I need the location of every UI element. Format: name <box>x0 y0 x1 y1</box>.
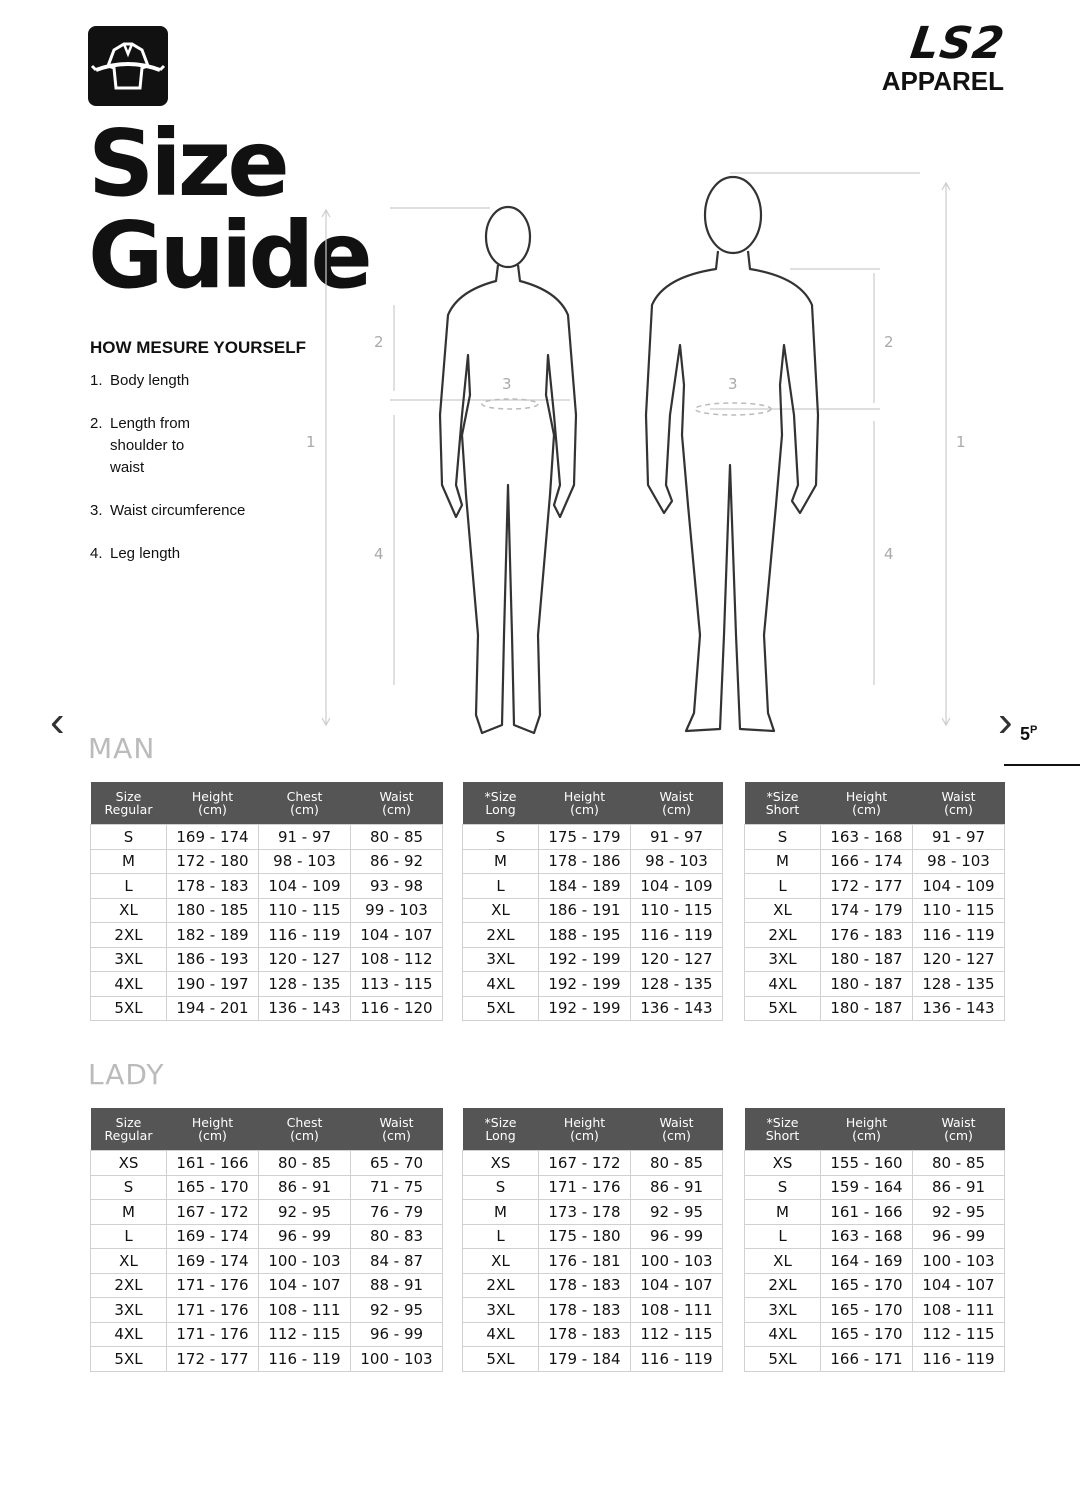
lady-size-table <box>744 1108 1005 1372</box>
table-row <box>745 1224 1005 1249</box>
table-cell: 92 - 95 <box>631 1200 723 1225</box>
table-cell: 84 - 87 <box>351 1249 443 1274</box>
previous-page-button[interactable]: ‹ <box>50 697 65 746</box>
table-cell: 178 - 183 <box>539 1322 631 1347</box>
table-cell: 98 - 103 <box>259 849 351 874</box>
table-cell: 166 - 174 <box>821 849 913 874</box>
table-cell: XL <box>91 1249 167 1274</box>
table-cell: 116 - 119 <box>631 1347 723 1372</box>
column-header: Height (cm) <box>167 782 259 825</box>
table-cell: 110 - 115 <box>259 898 351 923</box>
figure-label: 3 <box>728 375 738 393</box>
column-header: Waist (cm) <box>351 782 443 825</box>
table-row <box>745 923 1005 948</box>
list-item: 4. Leg length <box>90 545 181 562</box>
column-header: Waist (cm) <box>631 1108 723 1151</box>
table-row <box>91 1224 443 1249</box>
table-cell: 112 - 115 <box>913 1322 1005 1347</box>
table-row <box>745 1200 1005 1225</box>
table-cell: 3XL <box>91 947 167 972</box>
table-row <box>91 1151 443 1176</box>
table-row <box>745 874 1005 899</box>
table-cell: 176 - 183 <box>821 923 913 948</box>
table-cell: 165 - 170 <box>821 1273 913 1298</box>
table-row <box>91 947 443 972</box>
table-row <box>463 1298 723 1323</box>
table-cell: 192 - 199 <box>539 947 631 972</box>
table-cell: 176 - 181 <box>539 1249 631 1274</box>
table-cell: 113 - 115 <box>351 972 443 997</box>
table-row <box>463 1224 723 1249</box>
table-cell: 120 - 127 <box>631 947 723 972</box>
table-cell: 4XL <box>463 1322 539 1347</box>
table-cell: 108 - 111 <box>259 1298 351 1323</box>
table-cell: 173 - 178 <box>539 1200 631 1225</box>
table-cell: 136 - 143 <box>913 996 1005 1021</box>
table-cell: S <box>463 825 539 850</box>
table-cell: 128 - 135 <box>631 972 723 997</box>
brand-name: LS2 <box>907 18 1008 69</box>
table-row <box>463 1347 723 1372</box>
figure-label: 4 <box>884 545 894 563</box>
table-cell: XL <box>463 898 539 923</box>
list-item: 3. Waist circumference <box>90 502 246 519</box>
table-cell: 163 - 168 <box>821 1224 913 1249</box>
how-to-heading: HOW MESURE YOURSELF <box>90 338 306 357</box>
table-cell: 96 - 99 <box>913 1224 1005 1249</box>
table-cell: 171 - 176 <box>539 1175 631 1200</box>
table-cell: 172 - 180 <box>167 849 259 874</box>
column-header: Height (cm) <box>821 782 913 825</box>
table-cell: XS <box>91 1151 167 1176</box>
table-cell: 161 - 166 <box>821 1200 913 1225</box>
figure-label: 1 <box>306 433 316 451</box>
table-cell: 2XL <box>463 923 539 948</box>
table-cell: 4XL <box>745 972 821 997</box>
table-cell: 178 - 186 <box>539 849 631 874</box>
man-size-table <box>744 782 1005 1021</box>
table-cell: 80 - 85 <box>259 1151 351 1176</box>
column-header: Waist (cm) <box>913 1108 1005 1151</box>
table-cell: M <box>463 1200 539 1225</box>
column-header: Size Regular <box>91 782 167 825</box>
table-cell: 165 - 170 <box>167 1175 259 1200</box>
table-cell: 5XL <box>745 1347 821 1372</box>
table-header-row <box>463 782 723 825</box>
table-cell: 86 - 91 <box>259 1175 351 1200</box>
table-cell: 116 - 119 <box>913 1347 1005 1372</box>
list-item: 1. Body length <box>90 372 190 389</box>
table-cell: 96 - 99 <box>351 1322 443 1347</box>
column-header: Waist (cm) <box>631 782 723 825</box>
table-cell: 180 - 187 <box>821 947 913 972</box>
table-cell: 92 - 95 <box>259 1200 351 1225</box>
table-cell: 136 - 143 <box>259 996 351 1021</box>
table-cell: 167 - 172 <box>539 1151 631 1176</box>
table-cell: 169 - 174 <box>167 1224 259 1249</box>
table-cell: L <box>91 874 167 899</box>
man-size-table <box>462 782 723 1021</box>
table-row <box>463 1322 723 1347</box>
table-cell: 3XL <box>745 1298 821 1323</box>
table-row <box>745 1151 1005 1176</box>
table-cell: 186 - 191 <box>539 898 631 923</box>
table-cell: S <box>745 1175 821 1200</box>
table-cell: 4XL <box>463 972 539 997</box>
table-cell: 175 - 180 <box>539 1224 631 1249</box>
table-cell: 100 - 103 <box>913 1249 1005 1274</box>
table-cell: 159 - 164 <box>821 1175 913 1200</box>
table-cell: 100 - 103 <box>351 1347 443 1372</box>
table-cell: 186 - 193 <box>167 947 259 972</box>
table-cell: 116 - 119 <box>631 923 723 948</box>
table-row <box>745 996 1005 1021</box>
table-cell: S <box>91 825 167 850</box>
table-cell: S <box>91 1175 167 1200</box>
table-cell: 91 - 97 <box>259 825 351 850</box>
table-cell: 104 - 107 <box>351 923 443 948</box>
table-cell: 4XL <box>745 1322 821 1347</box>
column-header: *Size Long <box>463 782 539 825</box>
table-header-row <box>463 1108 723 1151</box>
table-row <box>745 898 1005 923</box>
table-cell: 172 - 177 <box>821 874 913 899</box>
table-cell: 98 - 103 <box>913 849 1005 874</box>
table-row <box>463 1151 723 1176</box>
table-cell: 71 - 75 <box>351 1175 443 1200</box>
body-figures-illustration <box>290 165 1010 745</box>
table-cell: 116 - 120 <box>351 996 443 1021</box>
table-cell: M <box>91 1200 167 1225</box>
table-cell: L <box>745 1224 821 1249</box>
brand-logo <box>881 18 1008 96</box>
table-row <box>91 1200 443 1225</box>
table-row <box>745 1322 1005 1347</box>
table-cell: 128 - 135 <box>913 972 1005 997</box>
table-row <box>91 923 443 948</box>
page-divider <box>1004 764 1080 766</box>
table-row <box>745 1298 1005 1323</box>
table-cell: 110 - 115 <box>913 898 1005 923</box>
table-cell: L <box>463 874 539 899</box>
column-header: *Size Long <box>463 1108 539 1151</box>
table-cell: XS <box>745 1151 821 1176</box>
table-cell: 92 - 95 <box>351 1298 443 1323</box>
table-cell: 92 - 95 <box>913 1200 1005 1225</box>
table-cell: 3XL <box>463 1298 539 1323</box>
table-cell: 80 - 83 <box>351 1224 443 1249</box>
table-cell: 182 - 189 <box>167 923 259 948</box>
table-cell: L <box>463 1224 539 1249</box>
table-cell: 3XL <box>745 947 821 972</box>
table-cell: 104 - 109 <box>631 874 723 899</box>
table-row <box>91 972 443 997</box>
figure-label: 2 <box>884 333 894 351</box>
table-row <box>745 1347 1005 1372</box>
table-cell: 169 - 174 <box>167 825 259 850</box>
table-row <box>91 849 443 874</box>
table-cell: 88 - 91 <box>351 1273 443 1298</box>
table-cell: 178 - 183 <box>167 874 259 899</box>
table-row <box>463 1200 723 1225</box>
table-cell: 180 - 187 <box>821 972 913 997</box>
table-cell: XL <box>745 898 821 923</box>
table-row <box>745 825 1005 850</box>
table-cell: 169 - 174 <box>167 1249 259 1274</box>
table-cell: 163 - 168 <box>821 825 913 850</box>
table-row <box>91 1273 443 1298</box>
table-cell: 175 - 179 <box>539 825 631 850</box>
figure-label: 2 <box>374 333 384 351</box>
column-header: Size Regular <box>91 1108 167 1151</box>
brand-subtitle: APPAREL <box>881 66 1004 96</box>
table-row <box>91 874 443 899</box>
table-row <box>91 1347 443 1372</box>
table-cell: 104 - 107 <box>913 1273 1005 1298</box>
table-cell: 128 - 135 <box>259 972 351 997</box>
table-cell: 165 - 170 <box>821 1322 913 1347</box>
table-cell: 5XL <box>91 996 167 1021</box>
table-cell: XL <box>463 1249 539 1274</box>
table-cell: 3XL <box>91 1298 167 1323</box>
table-cell: 5XL <box>745 996 821 1021</box>
table-cell: 171 - 176 <box>167 1298 259 1323</box>
table-row <box>463 898 723 923</box>
table-cell: 108 - 111 <box>631 1298 723 1323</box>
table-row <box>91 1249 443 1274</box>
figure-label: 1 <box>956 433 966 451</box>
table-cell: 112 - 115 <box>259 1322 351 1347</box>
table-cell: 136 - 143 <box>631 996 723 1021</box>
table-row <box>745 849 1005 874</box>
table-row <box>463 923 723 948</box>
table-header-row <box>91 1108 443 1151</box>
lady-size-table <box>90 1108 443 1372</box>
table-cell: 120 - 127 <box>913 947 1005 972</box>
table-cell: 91 - 97 <box>913 825 1005 850</box>
table-row <box>463 947 723 972</box>
table-cell: M <box>91 849 167 874</box>
table-cell: 164 - 169 <box>821 1249 913 1274</box>
table-cell: 104 - 109 <box>913 874 1005 899</box>
table-row <box>463 874 723 899</box>
column-header: Waist (cm) <box>913 782 1005 825</box>
figure-label: 4 <box>374 545 384 563</box>
table-cell: 180 - 187 <box>821 996 913 1021</box>
page-number: $5^P$ <box>1020 724 1038 744</box>
table-cell: 161 - 166 <box>167 1151 259 1176</box>
table-cell: 4XL <box>91 972 167 997</box>
table-row <box>91 825 443 850</box>
table-cell: 116 - 119 <box>913 923 1005 948</box>
column-header: Chest (cm) <box>259 1108 351 1151</box>
table-cell: 86 - 92 <box>351 849 443 874</box>
table-cell: 184 - 189 <box>539 874 631 899</box>
table-cell: 178 - 183 <box>539 1298 631 1323</box>
figure-label: 3 <box>502 375 512 393</box>
table-cell: 65 - 70 <box>351 1151 443 1176</box>
table-header-row <box>91 782 443 825</box>
table-cell: 93 - 98 <box>351 874 443 899</box>
table-cell: 104 - 107 <box>259 1273 351 1298</box>
table-cell: 116 - 119 <box>259 923 351 948</box>
table-row <box>463 1249 723 1274</box>
man-size-table <box>90 782 443 1021</box>
table-cell: 4XL <box>91 1322 167 1347</box>
table-cell: 120 - 127 <box>259 947 351 972</box>
table-cell: 104 - 107 <box>631 1273 723 1298</box>
table-cell: M <box>745 1200 821 1225</box>
table-cell: 194 - 201 <box>167 996 259 1021</box>
list-item: 2. Length from shoulder to waist <box>90 415 191 476</box>
table-cell: 167 - 172 <box>167 1200 259 1225</box>
table-cell: XL <box>745 1249 821 1274</box>
column-header: *Size Short <box>745 1108 821 1151</box>
table-cell: S <box>463 1175 539 1200</box>
table-row <box>745 1273 1005 1298</box>
table-row <box>91 1298 443 1323</box>
column-header: Chest (cm) <box>259 782 351 825</box>
table-row <box>463 825 723 850</box>
section-title-lady: LADY <box>88 1058 165 1091</box>
table-cell: 2XL <box>745 1273 821 1298</box>
table-row <box>463 1273 723 1298</box>
table-cell: 2XL <box>91 1273 167 1298</box>
table-cell: 5XL <box>463 1347 539 1372</box>
table-cell: 5XL <box>463 996 539 1021</box>
column-header: Height (cm) <box>539 1108 631 1151</box>
title-line-1: Size <box>88 110 286 217</box>
table-cell: 174 - 179 <box>821 898 913 923</box>
column-header: Height (cm) <box>821 1108 913 1151</box>
table-cell: 166 - 171 <box>821 1347 913 1372</box>
table-cell: 188 - 195 <box>539 923 631 948</box>
table-cell: 178 - 183 <box>539 1273 631 1298</box>
table-row <box>463 972 723 997</box>
column-header: Height (cm) <box>539 782 631 825</box>
table-row <box>745 1249 1005 1274</box>
table-cell: 172 - 177 <box>167 1347 259 1372</box>
section-title-man: MAN <box>88 732 156 765</box>
table-row <box>91 898 443 923</box>
table-row <box>745 1175 1005 1200</box>
table-row <box>463 996 723 1021</box>
next-page-button[interactable]: › <box>998 697 1013 746</box>
table-cell: 98 - 103 <box>631 849 723 874</box>
table-cell: 100 - 103 <box>631 1249 723 1274</box>
table-row <box>745 972 1005 997</box>
table-cell: 80 - 85 <box>631 1151 723 1176</box>
table-cell: 112 - 115 <box>631 1322 723 1347</box>
table-cell: 192 - 199 <box>539 996 631 1021</box>
table-cell: L <box>745 874 821 899</box>
table-cell: 91 - 97 <box>631 825 723 850</box>
table-cell: 86 - 91 <box>631 1175 723 1200</box>
table-cell: XL <box>91 898 167 923</box>
column-header: Waist (cm) <box>351 1108 443 1151</box>
table-row <box>91 996 443 1021</box>
table-cell: 80 - 85 <box>351 825 443 850</box>
table-cell: 80 - 85 <box>913 1151 1005 1176</box>
table-cell: 179 - 184 <box>539 1347 631 1372</box>
table-cell: 108 - 111 <box>913 1298 1005 1323</box>
table-cell: 96 - 99 <box>631 1224 723 1249</box>
table-cell: 3XL <box>463 947 539 972</box>
table-cell: 192 - 199 <box>539 972 631 997</box>
lady-size-table <box>462 1108 723 1372</box>
column-header: Height (cm) <box>167 1108 259 1151</box>
table-cell: M <box>745 849 821 874</box>
column-header: *Size Short <box>745 782 821 825</box>
table-cell: L <box>91 1224 167 1249</box>
table-header-row <box>745 782 1005 825</box>
table-cell: 171 - 176 <box>167 1322 259 1347</box>
table-cell: 96 - 99 <box>259 1224 351 1249</box>
table-cell: 171 - 176 <box>167 1273 259 1298</box>
table-cell: 2XL <box>91 923 167 948</box>
table-cell: 104 - 109 <box>259 874 351 899</box>
table-cell: 99 - 103 <box>351 898 443 923</box>
table-row <box>91 1322 443 1347</box>
table-cell: 190 - 197 <box>167 972 259 997</box>
table-cell: 155 - 160 <box>821 1151 913 1176</box>
table-cell: 180 - 185 <box>167 898 259 923</box>
table-cell: 5XL <box>91 1347 167 1372</box>
table-cell: 76 - 79 <box>351 1200 443 1225</box>
table-cell: S <box>745 825 821 850</box>
table-row <box>463 1175 723 1200</box>
table-cell: 165 - 170 <box>821 1298 913 1323</box>
table-row <box>463 849 723 874</box>
table-cell: XS <box>463 1151 539 1176</box>
table-row <box>745 947 1005 972</box>
title-line-2: Guide <box>88 202 369 309</box>
table-cell: 86 - 91 <box>913 1175 1005 1200</box>
table-cell: 2XL <box>745 923 821 948</box>
table-cell: M <box>463 849 539 874</box>
table-cell: 108 - 112 <box>351 947 443 972</box>
jacket-measure-icon <box>88 26 168 106</box>
table-cell: 2XL <box>463 1273 539 1298</box>
table-row <box>91 1175 443 1200</box>
table-header-row <box>745 1108 1005 1151</box>
table-cell: 100 - 103 <box>259 1249 351 1274</box>
table-cell: 110 - 115 <box>631 898 723 923</box>
table-cell: 116 - 119 <box>259 1347 351 1372</box>
